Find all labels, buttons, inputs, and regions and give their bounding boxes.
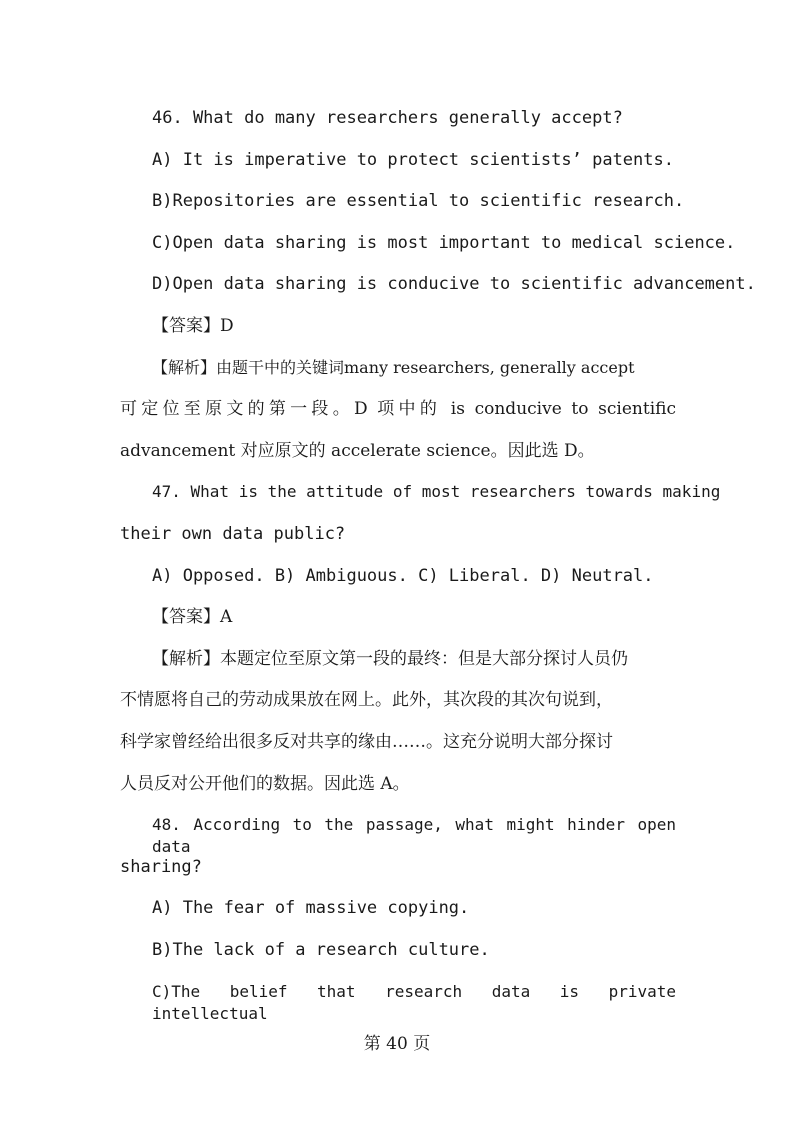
q46-answer: 【答案】D xyxy=(152,316,234,336)
q46-option-c: C)Open data sharing is most important to medical science. xyxy=(152,233,736,253)
question-47-line-1: 47. What is the attitude of most researchers towards making xyxy=(152,482,721,501)
question-48-line-1: 48. According to the passage, what might hinder open data xyxy=(152,815,676,856)
q48-option-a: A) The fear of massive copying. xyxy=(152,898,470,918)
question-46: 46. What do many researchers generally accept? xyxy=(152,108,623,128)
q48-option-b: B)The lack of a research culture. xyxy=(152,940,490,960)
q46-explanation-line-1: 【解析】由题干中的关键词many researchers, generally accept xyxy=(152,358,635,377)
q47-answer: 【答案】A xyxy=(152,607,233,627)
q47-explanation-line-2: 不情愿将自己的劳动成果放在网上。此外，其次段的其次句说到， xyxy=(120,690,613,710)
question-48-line-2: sharing? xyxy=(120,857,202,877)
q46-explanation-line-2: 可定位至原文的第一段。D 项中的 is conducive to scientific xyxy=(120,399,676,419)
q47-explanation-line-3: 科学家曾经给出很多反对共享的缘由……。这充分说明大部分探讨 xyxy=(120,732,613,752)
page-number-footer: 第 40 页 xyxy=(363,1034,431,1054)
q46-explanation-line-3: advancement 对应原文的 accelerate science。因此选 D。 xyxy=(120,441,595,461)
q47-explanation-line-1: 【解析】本题定位至原文第一段的最终：但是大部分探讨人员仍 xyxy=(152,649,628,669)
q47-explanation-line-4: 人员反对公开他们的数据。因此选 A。 xyxy=(120,774,410,794)
q46-option-d: D)Open data sharing is conducive to scientific advancement. xyxy=(152,274,756,294)
q46-option-a: A) It is imperative to protect scientists’ patents. xyxy=(152,150,674,170)
q48-option-c: C)The belief that research data is private intellectual xyxy=(152,982,676,1023)
q47-options: A) Opposed. B) Ambiguous. C) Liberal. D) Neutral. xyxy=(152,566,654,586)
question-47-line-2: their own data public? xyxy=(120,524,346,544)
q46-option-b: B)Repositories are essential to scientific research. xyxy=(152,191,685,211)
